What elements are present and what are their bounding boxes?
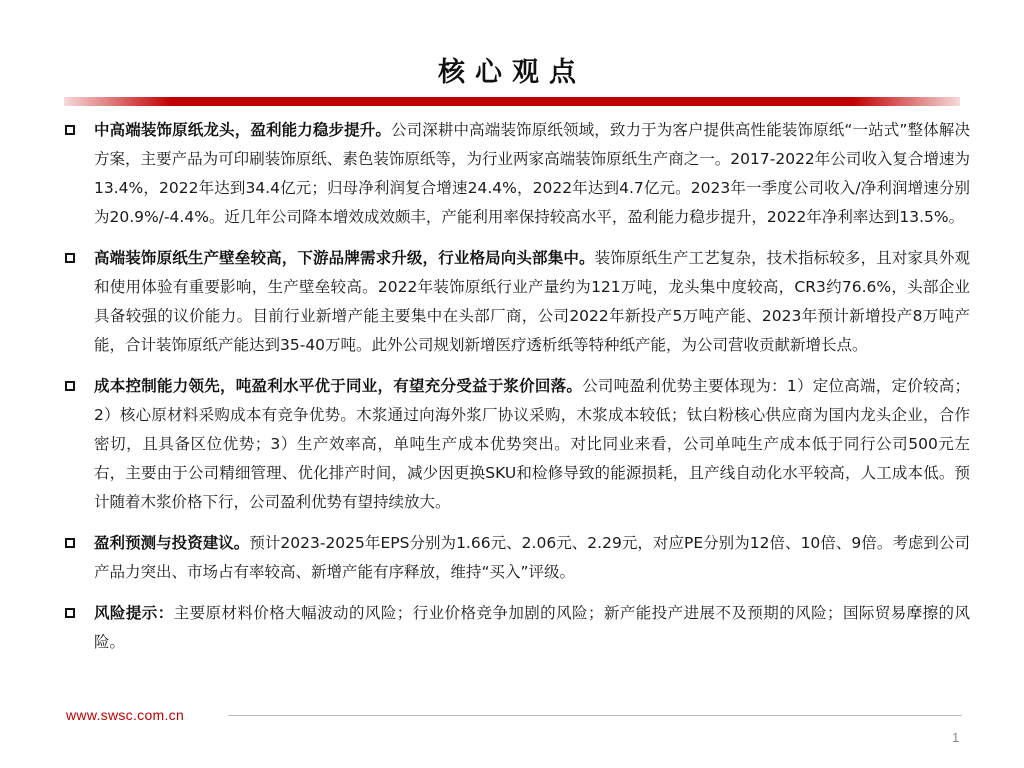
title-divider — [64, 97, 960, 106]
key-point — [60, 116, 970, 232]
key-point — [60, 244, 970, 360]
square-bullet-icon — [65, 381, 75, 391]
page-number: 1 — [952, 730, 960, 745]
key-point — [60, 372, 970, 517]
key-points-list — [60, 116, 970, 669]
square-bullet-icon — [65, 125, 75, 135]
point-body: 公司深耕中高端装饰原纸领域，致力于为客户提供高性能装饰原纸“一站式”整体解决方案，主要产品为可印刷装饰原纸、素色装饰原纸等，为行业两家高端装饰原纸生产商之一。2017-2022年公司收入复合增速为13.4%，2022年达到34.4亿元；归母净利润复合增速24.4%，2022年达到4.7亿元。2023年一季度公司收入/净利润增速分别为20.9%/-4.4%。近几年公司降本增效成效颇丰，产能利用率保持较高水平，盈利能力稳步提升，2022年净利率达到13.5%。 — [94, 121, 970, 226]
point-body: 预计2023-2025年EPS分别为1.66元、2.06元、2.29元，对应PE分别为12倍、10倍、9倍。考虑到公司产品力突出、市场占有率较高、新增产能有序释放，维持“买入”评级。 — [94, 534, 970, 581]
point-heading: 高端装饰原纸生产壁垒较高，下游品牌需求升级，行业格局向头部集中。 — [94, 249, 595, 267]
key-point — [60, 599, 970, 657]
point-heading: 风险提示： — [94, 604, 174, 622]
square-bullet-icon — [65, 608, 75, 618]
square-bullet-icon — [65, 253, 75, 263]
point-heading: 中高端装饰原纸龙头，盈利能力稳步提升。 — [94, 121, 392, 139]
point-heading: 成本控制能力领先，吨盈利水平优于同业，有望充分受益于浆价回落。 — [94, 377, 583, 395]
point-body: 装饰原纸生产工艺复杂，技术指标较多，且对家具外观和使用体验有重要影响，生产壁垒较高。2022年装饰原纸行业产量约为121万吨，龙头集中度较高，CR3约76.6%，头部企业具备较强的议价能力。目前行业新增产能主要集中在头部厂商，公司2022年新投产5万吨产能、2023年预计新增投产8万吨产能，合计装饰原纸产能达到35-40万吨。此外公司规划新增医疗透析纸等特种纸产能，为公司营收贡献新增长点。 — [94, 249, 970, 354]
key-point — [60, 529, 970, 587]
square-bullet-icon — [65, 538, 75, 548]
footer-website-link[interactable]: www.swsc.com.cn — [66, 707, 185, 723]
point-heading: 盈利预测与投资建议。 — [94, 534, 250, 552]
point-body: 主要原材料价格大幅波动的风险；行业价格竞争加剧的风险；新产能投产进展不及预期的风险；国际贸易摩擦的风险。 — [94, 604, 970, 651]
page-title: 核心观点 — [438, 57, 586, 88]
point-body: 公司吨盈利优势主要体现为：1）定位高端，定价较高；2）核心原材料采购成本有竞争优势。木浆通过向海外浆厂协议采购，木浆成本较低；钛白粉核心供应商为国内龙头企业，合作密切，且具备区位优势；3）生产效率高，单吨生产成本优势突出。对比同业来看，公司单吨生产成本低于同行公司500元左右，主要由于公司精细管理、优化排产时间，减少因更换SKU和检修导致的能源损耗，且产线自动化水平较高，人工成本低。预计随着木浆价格下行，公司盈利优势有望持续放大。 — [94, 377, 970, 511]
footer-divider — [228, 715, 962, 716]
